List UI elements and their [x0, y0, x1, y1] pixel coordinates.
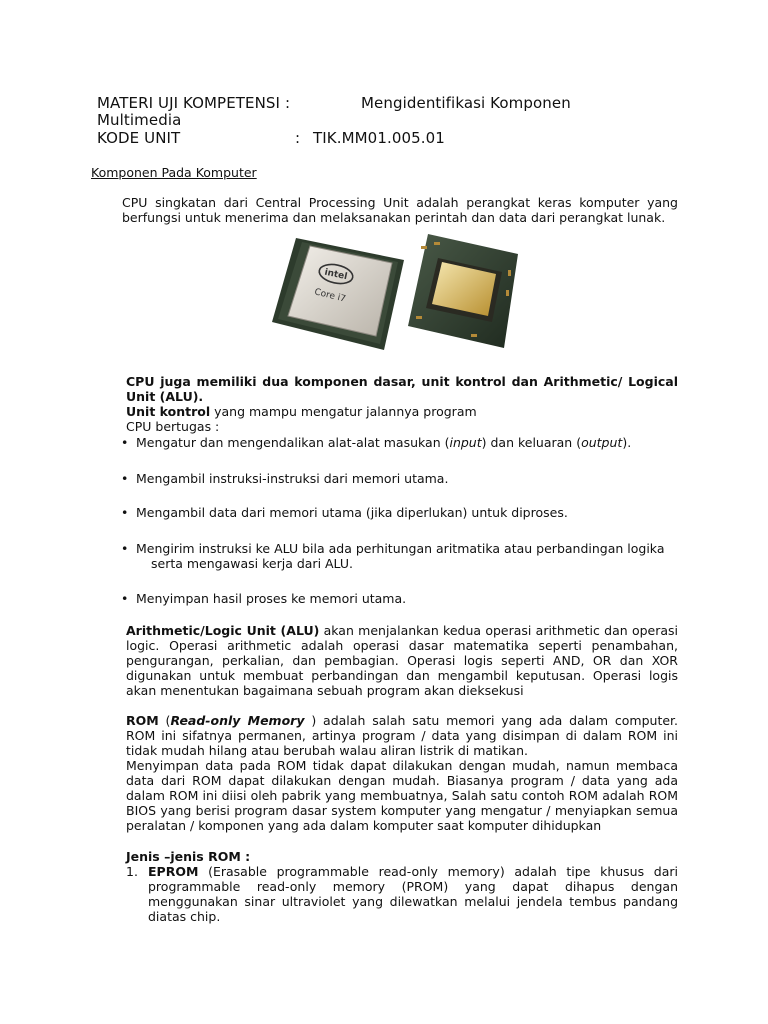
- bullet-icon: •: [121, 541, 129, 556]
- bullet-icon: •: [121, 471, 129, 486]
- rom-line-8: peralatan / komponen yang ada dalam komputer saat komputer dihidupkan: [126, 818, 602, 833]
- rom-line-4: Menyimpan data pada ROM tidak dapat dilakukan dengan mudah, namun membaca: [126, 758, 678, 773]
- jenis-item-number: 1.: [126, 864, 138, 879]
- rom-line-5: data dari ROM dapat dilakukan dengan mudah. Biasanya program / data yang ada: [126, 773, 678, 788]
- kode-label: KODE UNIT: [97, 129, 181, 147]
- chip-2: [408, 234, 518, 348]
- jenis-item-1-line-2: programmable read-only memory (PROM) yang dapat dihapus dengan: [148, 879, 678, 894]
- bullet-text-4: Mengirim instruksi ke ALU bila ada perhitungan aritmatika atau perbandingan logika serta mengawasi kerja dari ALU.: [136, 541, 665, 571]
- alu-line-1: Arithmetic/Logic Unit (ALU) akan menjalankan kedua operasi arithmetic dan operasi: [126, 623, 679, 638]
- bullet-icon: •: [121, 591, 129, 606]
- unit-kontrol-line: [126, 404, 678, 419]
- bullet-text-1: Mengatur dan mengendalikan alat-alat masukan (input) dan keluaran (output).: [136, 435, 632, 450]
- jenis-item-1-line-1: EPROM (Erasable programmable read-only memory) adalah tipe khusus dari: [148, 864, 678, 879]
- materi-value: Mengidentifikasi Komponen: [361, 94, 571, 112]
- rom-line-6: dalam ROM ini diisi oleh pabrik yang membuatnya, Salah satu contoh ROM adalah ROM: [126, 788, 678, 803]
- chip-brand-text: intel: [323, 267, 349, 283]
- section-title: Komponen Pada Komputer: [91, 165, 257, 180]
- jenis-item-1: [148, 864, 678, 924]
- alu-paragraph: [126, 623, 678, 698]
- rom-line-1: ROM (Read-only Memory ) adalah salah satu memori yang ada dalam computer.: [126, 713, 679, 728]
- intro-line-1: CPU singkatan dari Central Processing Unit adalah perangkat keras komputer yang: [122, 195, 678, 210]
- alu-line-5: akan menentukan bagaimana sebuah program akan dieksekusi: [126, 683, 524, 698]
- cpu-components-heading-2: Unit (ALU).: [126, 389, 204, 404]
- cpu-bertugas: CPU bertugas :: [126, 419, 220, 434]
- rom-line-7: BIOS yang berisi program dasar system komputer yang mengatur / menyiapkan semua: [126, 803, 678, 818]
- bullet-text-2: Mengambil instruksi-instruksi dari memori utama.: [136, 471, 449, 486]
- materi-value-cont: Multimedia: [97, 111, 182, 129]
- cpu-chip-image: [266, 230, 518, 362]
- chip-1: [272, 238, 404, 350]
- rom-line-3: tidak mudah hilang atau berubah walau aliran listrik di matikan.: [126, 743, 528, 758]
- bullet-icon: •: [121, 505, 129, 520]
- jenis-rom-title: Jenis –jenis ROM :: [126, 849, 251, 864]
- cpu-components-block: [126, 374, 678, 434]
- alu-line-4: digunakan untuk membuat perbandingan dan mengambil keputusan. Operasi logis: [126, 668, 678, 683]
- chip-model-text: Core i7: [313, 287, 347, 305]
- kode-value: TIK.MM01.005.01: [313, 129, 445, 147]
- cpu-components-heading-1: CPU juga memiliki dua komponen dasar, unit kontrol dan Arithmetic/ Logical: [126, 374, 678, 389]
- jenis-item-1-line-4: diatas chip.: [148, 909, 221, 924]
- alu-line-2: logic. Operasi arithmetic adalah operasi dasar matematika seperti penambahan,: [126, 638, 678, 653]
- unit-kontrol-label: Unit kontrol: [126, 404, 211, 419]
- bullet-icon: •: [121, 435, 129, 450]
- intro-paragraph: [122, 195, 678, 225]
- kode-separator: :: [295, 129, 301, 147]
- alu-line-3: pengurangan, perkalian, dan pembagian. Operasi logis seperti AND, OR dan XOR: [126, 653, 678, 668]
- bullet-text-3: Mengambil data dari memori utama (jika diperlukan) untuk diproses.: [136, 505, 568, 520]
- bullet-text-5: Menyimpan hasil proses ke memori utama.: [136, 591, 407, 606]
- intro-line-2: berfungsi untuk menerima dan melaksanakan perintah dan data dari perangkat lunak.: [122, 210, 666, 225]
- rom-line-2: ROM ini sifatnya permanen, artinya program / data yang disimpan di dalam ROM ini: [126, 728, 678, 743]
- unit-kontrol-desc: yang mampu mengatur jalannya program: [210, 404, 477, 419]
- jenis-item-1-line-3: menggunakan sinar ultraviolet yang dilewatkan melalui jendela tembus pandang: [148, 894, 678, 909]
- materi-label: MATERI UJI KOMPETENSI :: [97, 94, 291, 112]
- rom-paragraph: [126, 713, 678, 833]
